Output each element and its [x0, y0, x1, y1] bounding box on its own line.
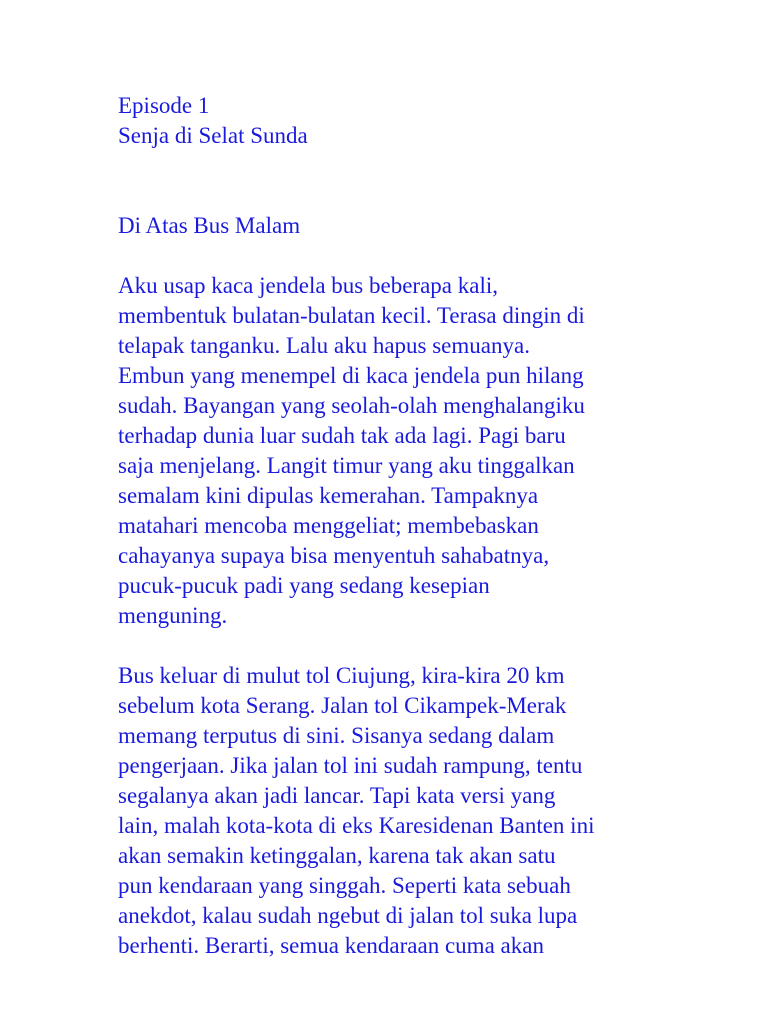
spacer	[118, 241, 718, 271]
episode-label: Episode 1	[118, 93, 210, 118]
document-body	[118, 91, 718, 961]
paragraph-line: terhadap dunia luar sudah tak ada lagi. Pagi baru	[118, 423, 566, 448]
paragraph-2	[118, 661, 718, 961]
paragraph-line: telapak tanganku. Lalu aku hapus semuanya.	[118, 333, 530, 358]
spacer	[118, 631, 718, 661]
paragraph-line: matahari mencoba menggeliat; membebaskan	[118, 513, 539, 538]
paragraph-line: saja menjelang. Langit timur yang aku tinggalkan	[118, 453, 575, 478]
paragraph-line: cahayanya supaya bisa menyentuh sahabatnya,	[118, 543, 550, 568]
paragraph-line: sudah. Bayangan yang seolah-olah menghalangiku	[118, 393, 585, 418]
paragraph-line: berhenti. Berarti, semua kendaraan cuma akan	[118, 933, 544, 958]
paragraph-1	[118, 271, 718, 631]
paragraph-line: semalam kini dipulas kemerahan. Tampaknya	[118, 483, 539, 508]
paragraph-line: Bus keluar di mulut tol Ciujung, kira-kira 20 km	[118, 663, 565, 688]
paragraph-line: membentuk bulatan-bulatan kecil. Terasa dingin di	[118, 303, 585, 328]
paragraph-line: Aku usap kaca jendela bus beberapa kali,	[118, 273, 498, 298]
paragraph-line: memang terputus di sini. Sisanya sedang dalam	[118, 723, 555, 748]
paragraph-line: akan semakin ketinggalan, karena tak akan satu	[118, 843, 556, 868]
paragraph-line: pengerjaan. Jika jalan tol ini sudah rampung, tentu	[118, 753, 583, 778]
paragraph-line: menguning.	[118, 603, 228, 628]
paragraph-line: pucuk-pucuk padi yang sedang kesepian	[118, 573, 490, 598]
paragraph-line: pun kendaraan yang singgah. Seperti kata sebuah	[118, 873, 571, 898]
section-heading: Di Atas Bus Malam	[118, 213, 301, 238]
paragraph-line: Embun yang menempel di kaca jendela pun hilang	[118, 363, 584, 388]
paragraph-line: anekdot, kalau sudah ngebut di jalan tol suka lupa	[118, 903, 578, 928]
spacer	[118, 151, 718, 211]
paragraph-line: sebelum kota Serang. Jalan tol Cikampek-Merak	[118, 693, 567, 718]
paragraph-line: segalanya akan jadi lancar. Tapi kata versi yang	[118, 783, 556, 808]
paragraph-line: lain, malah kota-kota di eks Karesidenan Banten ini	[118, 813, 595, 838]
story-title: Senja di Selat Sunda	[118, 123, 308, 148]
